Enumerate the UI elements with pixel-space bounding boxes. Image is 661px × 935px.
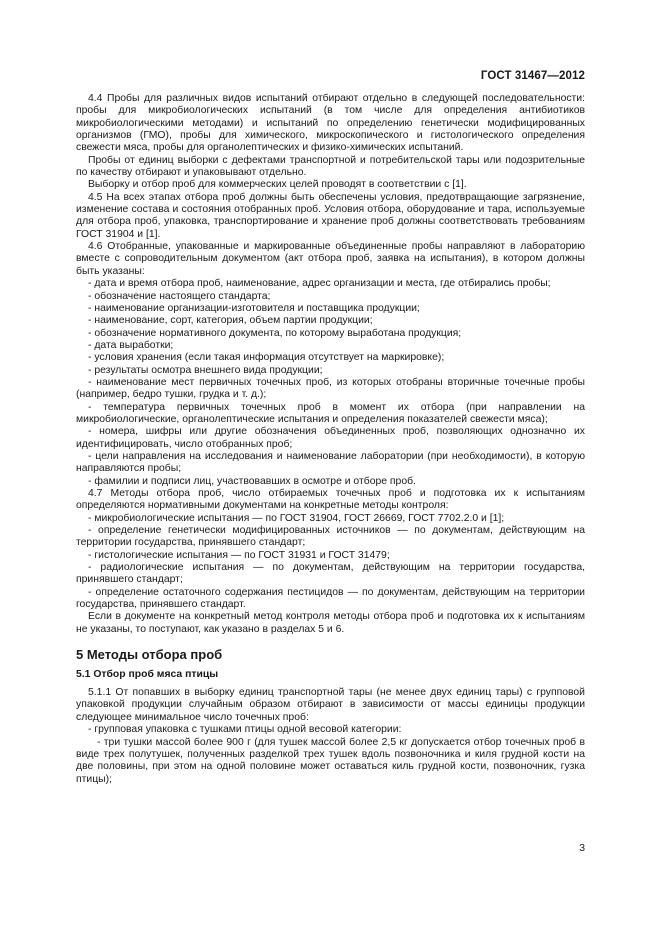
- paragraph: 4.5 На всех этапах отбора проб должны быть обеспечены условия, предотвращающие загрязнение, изменение состава и состояния отобранных проб. Условия отбора, оборудование и тара, используемые для отбора проб, упаковка, транспортирование и хранение проб должны соответствовать требованиям ГОСТ 31904 и [1].: [76, 191, 585, 240]
- list-item: - номера, шифры или другие обозначения объединенных проб, позволяющих однозначно их идентифицировать, число отобранных проб;: [76, 426, 585, 450]
- list-item: - радиологические испытания — по документам, действующим на территории государства, принявшего стандарт;: [76, 562, 585, 586]
- list-item: - гистологические испытания — по ГОСТ 31931 и ГОСТ 31479;: [88, 549, 390, 561]
- list-item: - результаты осмотра внешнего вида продукции;: [88, 364, 323, 376]
- list-item: - определение генетически модифицированных источников — по документам, действующим на территории государства, принявшего стандарт;: [76, 525, 585, 549]
- list-item: - наименование мест первичных точечных проб, из которых отобраны вторичные точечные пробы (например, бедро тушки, грудка и т. д.);: [76, 376, 585, 401]
- list-item: - микробиологические испытания — по ГОСТ 31904, ГОСТ 26669, ГОСТ 7702.2.0 и [1];: [88, 512, 505, 524]
- document-header: ГОСТ 31467—2012: [480, 70, 585, 82]
- list-item: - дата и время отбора проб, наименование, адрес организации и места, где отбирались пробы;: [88, 278, 551, 290]
- list-item: - фамилии и подписи лиц, участвовавших в осмотре и отборе проб.: [88, 475, 416, 487]
- list-item: - три тушки массой более 900 г (для тушек массой более 2,5 кг допускается отбор точечных проб в виде трех полутушек, полученных разделкой трех тушек вдоль позвоночника и киля грудной кости на две половины, при этом на одной половине может оставаться киль грудной кости, позвоночник, гузка птицы);: [76, 736, 585, 785]
- paragraph: 4.7 Методы отбора проб, число отбираемых точечных проб и подготовка их к испытаниям определяются нормативными документами на конкретные методы контроля:: [76, 488, 585, 512]
- paragraph: Выборку и отбор проб для коммерческих целей проводят в соответствии с [1].: [88, 179, 467, 191]
- list-item: - наименование организации-изготовителя и поставщика продукции;: [88, 302, 420, 314]
- paragraph: 5.1.1 От попавших в выборку единиц транспортной тары (не менее двух единиц тары) с групповой упаковкой продукции случайным образом отбирают в зависимости от массы единицы продукции следующее минимальное число точечных проб:: [76, 687, 585, 723]
- list-item: - групповая упаковка с тушками птицы одной весовой категории:: [88, 724, 402, 736]
- list-item: - обозначение настоящего стандарта;: [88, 290, 271, 302]
- page-number: 3: [579, 843, 585, 854]
- paragraph: Пробы от единиц выборки с дефектами транспортной и потребительской тары или подозрительные по качеству отбирают и упаковывают отдельно.: [76, 154, 585, 179]
- list-item: - дата выработки;: [88, 339, 174, 351]
- list-item: - температура первичных точечных проб в момент их отбора (при направлении на микробиологические, органолептические испытания и определения показателей свежести мяса);: [76, 401, 585, 425]
- list-item: - цели направления на исследования и наименование лаборатории (при необходимости), в которую направляются пробы;: [76, 450, 585, 475]
- list-item: - обозначение нормативного документа, по которому выработана продукция;: [88, 327, 462, 339]
- document-body: [76, 93, 585, 786]
- paragraph: Если в документе на конкретный метод контроля методы отбора проб и подготовка их к испытаниям не указаны, то поступают, как указано в разделах 5 и 6.: [76, 611, 585, 635]
- list-item: - наименование, сорт, категория, объем партии продукции;: [88, 315, 373, 327]
- paragraph: 4.6 Отобранные, упакованные и маркированные объединенные пробы направляют в лабораторию вместе с сопроводительным документом (акт отбора проб, заявка на испытания), в котором должны быть указаны:: [76, 241, 585, 277]
- list-item: - определение остаточного содержания пестицидов — по документам, действующим на территории государства, принявшего стандарт.: [76, 586, 585, 611]
- paragraph: 4.4 Пробы для различных видов испытаний отбирают отдельно в следующей последовательности: пробы для микробиологических испытаний (в том числе для определения антибиотиков микробиологическими методами) и испытаний по определению генетически модифицированных организмов (ГМО), пробы для химического, микроскопического и гистологического определения свежести мяса, пробы для органолептических и физико-химических испытаний.: [76, 93, 585, 154]
- section-heading: 5 Методы отбора проб: [76, 647, 223, 663]
- subsection-heading: 5.1 Отбор проб мяса птицы: [76, 669, 219, 681]
- list-item: - условия хранения (если такая информация отсутствует на маркировке);: [88, 352, 445, 364]
